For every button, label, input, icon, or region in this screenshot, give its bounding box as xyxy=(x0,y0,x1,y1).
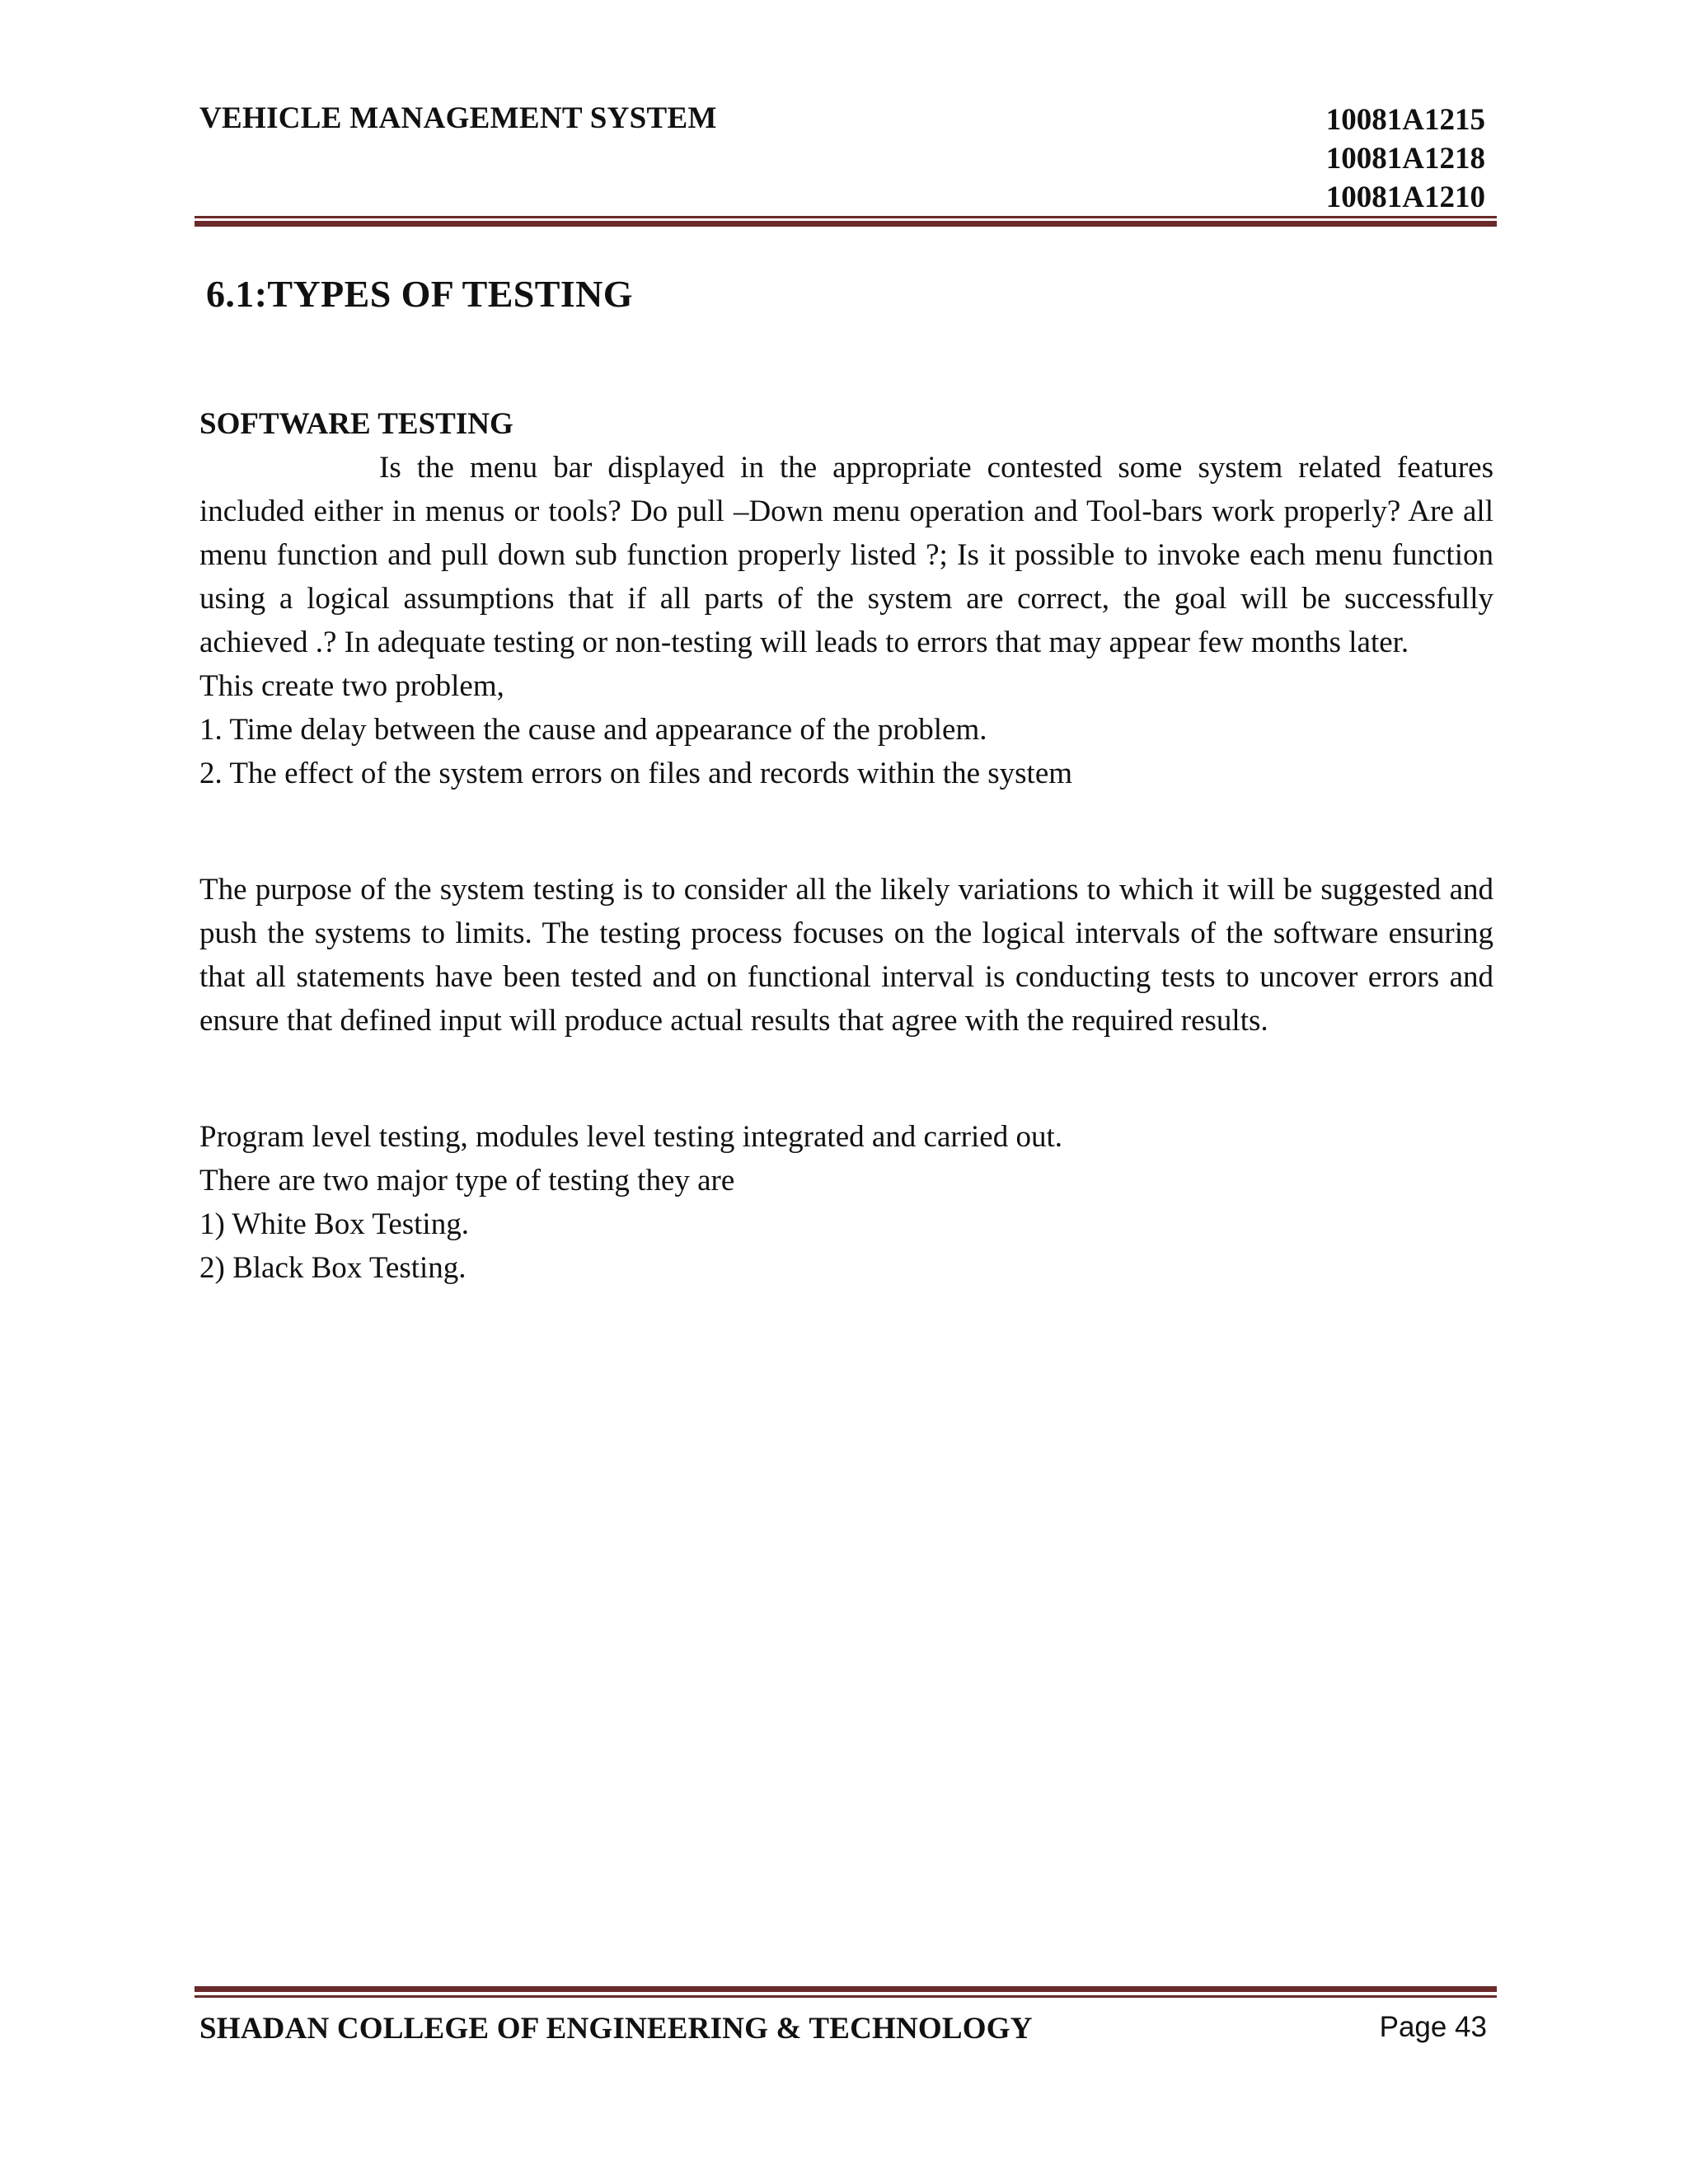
footer-rule-thick xyxy=(195,1986,1497,1992)
main-content xyxy=(199,402,1493,1290)
spacer xyxy=(199,795,1493,868)
header-rule-thin xyxy=(195,216,1497,218)
list-item: 1) White Box Testing. xyxy=(199,1207,469,1241)
header-title: VEHICLE MANAGEMENT SYSTEM xyxy=(199,101,717,135)
spacer xyxy=(199,1043,1493,1115)
header-roll-numbers xyxy=(1326,101,1485,217)
list-item: 2) Black Box Testing. xyxy=(199,1251,467,1285)
section-heading: 6.1:TYPES OF TESTING xyxy=(206,273,633,315)
problem-intro: This create two problem, xyxy=(199,669,504,703)
subheading-software-testing: SOFTWARE TESTING xyxy=(199,407,513,441)
list-item: 2. The effect of the system errors on files and records within the system xyxy=(199,757,1073,790)
levels-line: Program level testing, modules level testing integrated and carried out. xyxy=(199,1120,1063,1154)
roll-number: 10081A1218 xyxy=(1325,142,1485,176)
list-item: 1. Time delay between the cause and appearance of the problem. xyxy=(199,713,987,747)
levels-line: There are two major type of testing they are xyxy=(199,1164,735,1197)
footer-rule-thin xyxy=(195,1995,1497,1998)
page-footer xyxy=(199,2011,1487,2060)
page-header xyxy=(199,97,1485,221)
footer-college-name: SHADAN COLLEGE OF ENGINEERING & TECHNOLOGY xyxy=(199,2012,1033,2046)
software-testing-paragraph: Is the menu bar displayed in the appropriate contested some system related features included either in menus or tools? Do pull –Down menu operation and Tool-bars work properly? Are all menu function and pull down sub function properly listed ?; Is it possible to invoke each menu function using a logical assumptions that if all parts of the system are correct, the goal will be successfully achieved .? In adequate testing or non-testing will leads to errors that may appear few months later. xyxy=(199,451,1493,659)
roll-number: 10081A1210 xyxy=(1325,180,1485,214)
roll-number: 10081A1215 xyxy=(1325,103,1485,137)
page-number: Page 43 xyxy=(1379,2011,1487,2043)
purpose-paragraph: The purpose of the system testing is to consider all the likely variations to which it will be suggested and push the systems to limits. The testing process focuses on the logical intervals of the software ensuring that all statements have been tested and on functional interval is conducting tests to uncover errors and ensure that defined input will produce actual results that agree with the required results. xyxy=(199,873,1493,1038)
header-rule-thick xyxy=(195,221,1497,227)
